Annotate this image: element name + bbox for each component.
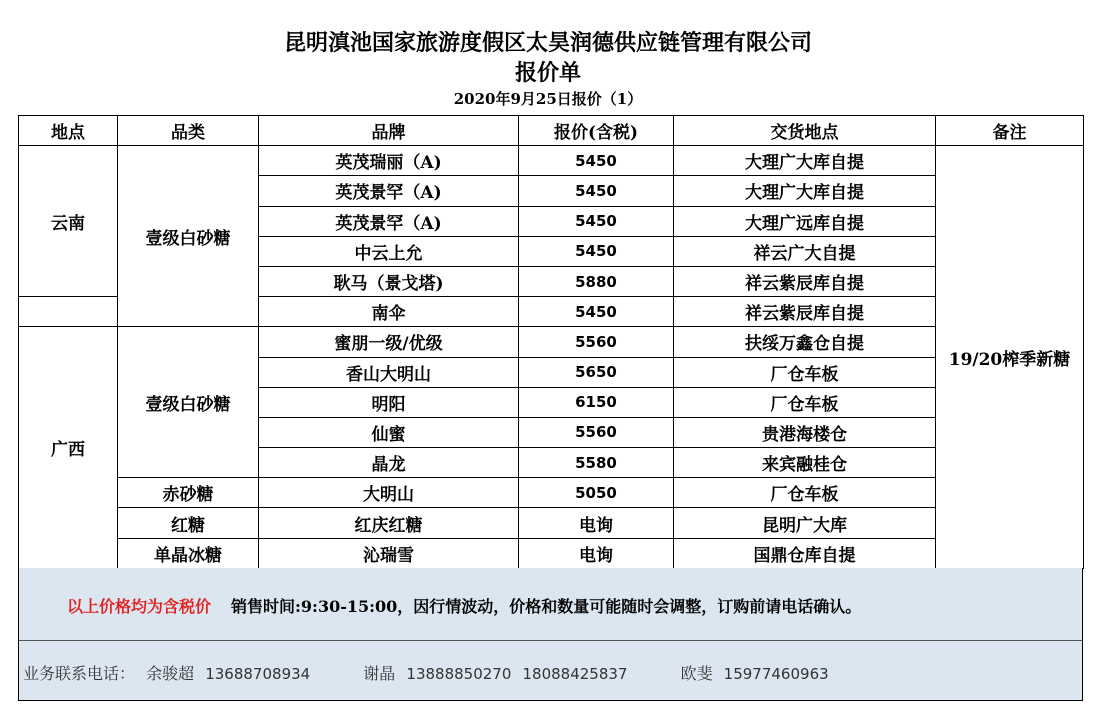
table-row	[19, 478, 1084, 508]
delivery-cell: 厂仓车板	[674, 387, 936, 417]
contact-phone: 13888850270	[406, 665, 512, 683]
price-table	[18, 115, 1084, 569]
price-cell: 电询	[519, 538, 674, 568]
contact-panel	[18, 641, 1083, 701]
delivery-cell: 祥云紫辰库自提	[674, 266, 936, 296]
region-yunnan: 云南	[19, 146, 118, 297]
company-title: 昆明滇池国家旅游度假区太昊润德供应链管理有限公司	[283, 30, 812, 56]
document-subtitle: 报价单	[514, 60, 581, 86]
brand-cell: 晶龙	[259, 448, 519, 478]
price-cell: 5580	[519, 448, 674, 478]
delivery-cell: 来宾融桂仓	[674, 448, 936, 478]
price-cell: 5450	[519, 206, 674, 236]
delivery-cell: 大理广大库自提	[674, 146, 936, 176]
quote-date: 2020年9月25日报价（1）	[453, 90, 643, 108]
delivery-cell: 昆明广大库	[674, 508, 936, 538]
price-cell: 5450	[519, 236, 674, 266]
price-cell: 5050	[519, 478, 674, 508]
notice-panel	[18, 568, 1083, 641]
region-guangxi: 广西	[19, 327, 118, 569]
table-row	[19, 508, 1084, 538]
delivery-cell: 国鼎仓库自提	[674, 538, 936, 568]
tax-notice: 以上价格均为含税价	[67, 597, 212, 616]
brand-cell: 英茂景罕（A)	[259, 206, 519, 236]
contact-name: 余骏超	[146, 664, 195, 683]
delivery-cell: 贵港海楼仓	[674, 417, 936, 447]
remark-cell: 19/20榨季新糖	[936, 146, 1084, 569]
brand-cell: 仙蜜	[259, 417, 519, 447]
contact-name: 谢晶	[363, 664, 396, 683]
price-cell: 6150	[519, 387, 674, 417]
header-brand: 品牌	[259, 116, 519, 146]
contact-name: 欧斐	[680, 664, 713, 683]
brand-cell: 英茂景罕（A)	[259, 176, 519, 206]
price-cell: 5450	[519, 146, 674, 176]
brand-cell: 香山大明山	[259, 357, 519, 387]
brand-cell: 英茂瑞丽（A)	[259, 146, 519, 176]
contact-phone: 13688708934	[205, 665, 311, 683]
brand-cell: 明阳	[259, 387, 519, 417]
price-cell: 5450	[519, 297, 674, 327]
table-row	[19, 327, 1084, 357]
contact-phone: 18088425837	[522, 665, 628, 683]
brand-cell: 南伞	[259, 297, 519, 327]
contact-label: 业务联系电话：	[23, 664, 136, 683]
brand-cell: 沁瑞雪	[259, 538, 519, 568]
brand-cell: 蜜朋一级/优级	[259, 327, 519, 357]
delivery-cell: 扶绥万鑫仓自提	[674, 327, 936, 357]
contact-phone: 15977460963	[723, 665, 829, 683]
price-cell: 5650	[519, 357, 674, 387]
price-cell: 5560	[519, 327, 674, 357]
price-cell: 电询	[519, 508, 674, 538]
category-cell: 红糖	[118, 508, 259, 538]
delivery-cell: 大理广远库自提	[674, 206, 936, 236]
delivery-cell: 祥云广大自提	[674, 236, 936, 266]
sales-notice: 销售时间:9:30-15:00，因行情波动，价格和数量可能随时会调整，订购前请电话确认。	[231, 597, 862, 616]
header-remark: 备注	[936, 116, 1084, 146]
price-cell: 5450	[519, 176, 674, 206]
category-cell: 壹级白砂糖	[118, 327, 259, 478]
delivery-cell: 厂仓车板	[674, 357, 936, 387]
brand-cell: 红庆红糖	[259, 508, 519, 538]
header-location: 地点	[19, 116, 118, 146]
notice-line	[67, 594, 861, 617]
table-row	[19, 146, 1084, 176]
brand-cell: 中云上允	[259, 236, 519, 266]
header-category: 品类	[118, 116, 259, 146]
region-empty	[19, 297, 118, 327]
brand-cell: 耿马（景戈塔)	[259, 266, 519, 296]
contact-line	[23, 661, 835, 684]
header-row	[19, 116, 1084, 146]
delivery-cell: 厂仓车板	[674, 478, 936, 508]
price-cell: 5880	[519, 266, 674, 296]
table-row	[19, 538, 1084, 568]
category-cell: 壹级白砂糖	[118, 146, 259, 327]
category-cell: 单晶冰糖	[118, 538, 259, 568]
delivery-cell: 大理广大库自提	[674, 176, 936, 206]
brand-cell: 大明山	[259, 478, 519, 508]
price-cell: 5560	[519, 417, 674, 447]
header-delivery: 交货地点	[674, 116, 936, 146]
delivery-cell: 祥云紫辰库自提	[674, 297, 936, 327]
category-cell: 赤砂糖	[118, 478, 259, 508]
header-price: 报价(含税)	[519, 116, 674, 146]
